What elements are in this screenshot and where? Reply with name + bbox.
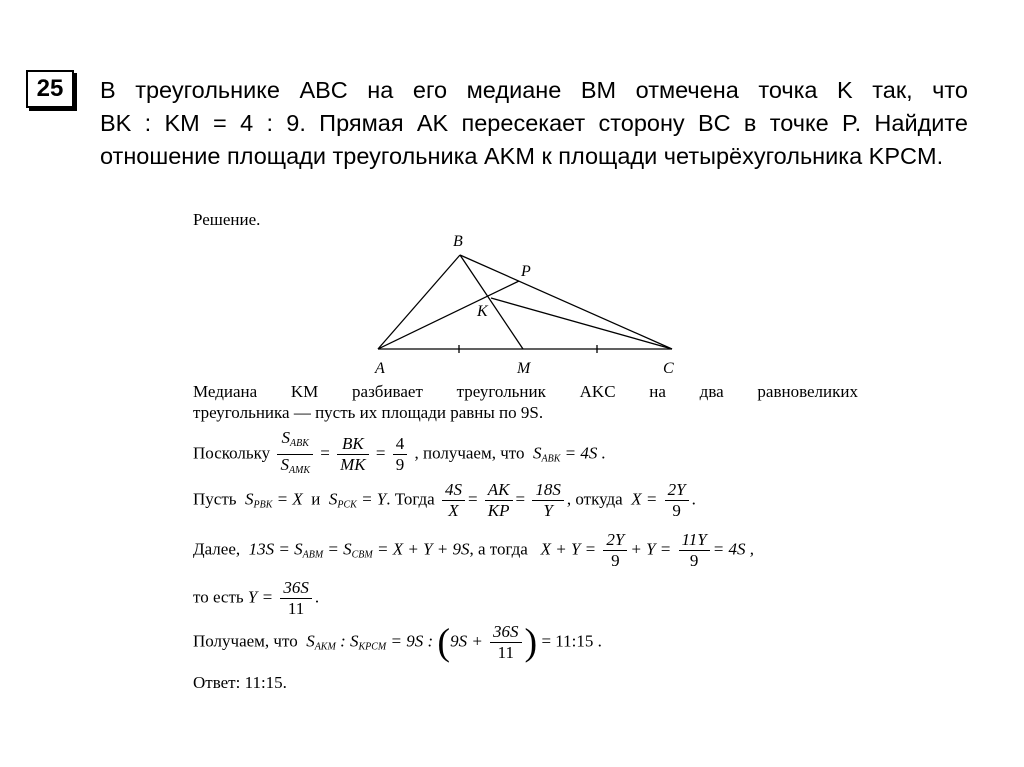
frac-18s-y: $\frac{18S}{Y}$ [532,480,564,521]
label-m: M [517,360,531,377]
let-value-y: = Y [361,489,387,509]
let-and: и [311,489,321,509]
line-since: Поскольку $\frac{S_{ABK}}{S_{AMK}}$ = $\frac{BK}{MK}$ = $\frac{4}{9}$ , получаем, что $S_{ABK} = 4S$ . [193,428,606,481]
solution-heading: Решение. [193,210,261,229]
line-next: Далее, $13S = S_{ABM} = S_{CBM} = X + Y + 9S$, а тогда X + Y = $\frac{2Y}{9}$ + Y = $\frac{11Y}{9}$ = 4S , [193,530,754,570]
label-k: K [477,303,488,320]
frac-bk-mk: $\frac{BK}{MK}$ [337,434,369,475]
result-ratio: = 11:15 . [541,631,602,651]
next-sum: = X + Y + 9S [377,539,470,559]
label-b: B [453,233,463,250]
line-that-is: то есть Y = $\frac{36S}{11}$ . [193,578,320,618]
let-word: Пусть [193,489,237,509]
since-eq-2: = [375,443,386,463]
line-result: Получаем, что $S_{AKM}$ : $S_{KPCM} = 9S$ : (9S + $\frac{36S}{11}$ ) = 11:15 . [193,621,602,664]
problem-line-2: BK : KM = 4 : 9. Прямая AK пересекает сторону BC в точке P. Найдите [100,110,968,136]
problem-line-3: отношение площади треугольника AKM к площади четырёхугольника KPCM. [100,143,944,169]
next-and: , а тогда [469,539,528,559]
line-let: Пусть $S_{PBK} = X$ и $S_{PCK} = Y$. Тогда $\frac{4S}{X}$ = $\frac{AK}{KP}$ = $\frac{18S}{Y}$ , откуда X = $\frac{2Y}{9}$ . [193,480,696,520]
answer: Ответ: 11:15. [193,673,287,692]
frac-get-36s-11: $\frac{36S}{11}$ [490,622,522,663]
frac-11y-9: $\frac{11Y}{9}$ [679,530,710,571]
since-word: Поскольку [193,443,271,463]
thatis-word: то есть [193,587,244,607]
next-word: Далее, [193,539,241,559]
frac-2y-9: $\frac{2Y}{9}$ [665,480,689,521]
since-result-s: S [533,443,542,463]
since-result-value: = 4S . [564,443,606,463]
since-tail: , получаем, что [414,443,525,463]
paragraph-median-2: треугольника — пусть их площади равны по 9S. [193,403,544,422]
get-word: Получаем, что [193,631,298,651]
label-c: C [663,360,674,377]
let-x: X = [631,489,658,509]
frac-4-9: $\frac{4}{9}$ [393,434,408,475]
label-p: P [521,263,531,280]
let-value-x: = X [276,489,303,509]
problem-statement [100,74,968,173]
problem-line-1: В треугольнике ABC на его медиане BM отмечена точка K так, что [100,77,968,103]
paragraph-median-1: Медиана KM разбивает треугольник AKC на два равновеликих [193,382,858,401]
triangle-diagram [365,228,695,388]
line-ap [378,281,519,349]
frac-36s-11: $\frac{36S}{11}$ [280,578,312,619]
since-eq-1: = [320,443,330,463]
label-a: A [375,360,385,377]
frac-ak-kp: $\frac{AK}{KP}$ [485,480,513,521]
frac-s-ratio: $\frac{S_{ABK}}{S_{AMK}}$ [277,428,313,481]
frac-4s-x: $\frac{4S}{X}$ [442,480,465,521]
let-then: . Тогда [386,489,435,509]
let-whence: , откуда [566,489,623,509]
problem-number: 25 [26,70,74,108]
side-ab [378,255,460,349]
frac-next-2y-9: $\frac{2Y}{9}$ [603,530,627,571]
